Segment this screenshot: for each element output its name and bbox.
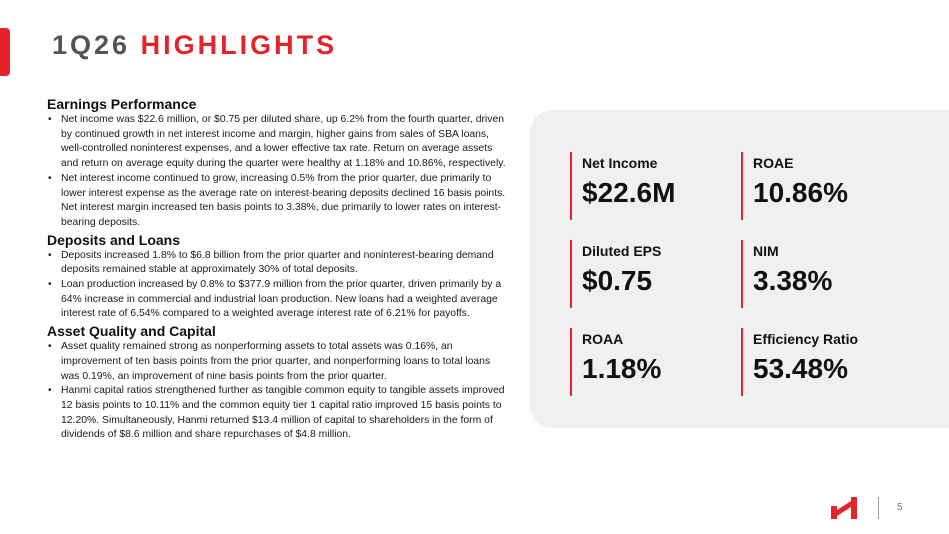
metric-net-income	[570, 152, 720, 220]
metric-efficiency-ratio	[741, 328, 891, 396]
metric-roaa	[570, 328, 720, 396]
metric-value: $0.75	[582, 265, 653, 296]
hanmi-logo-icon	[831, 497, 857, 519]
metric-label: ROAE	[753, 155, 794, 171]
metric-label: Net Income	[582, 155, 658, 171]
metric-roae	[741, 152, 891, 220]
metric-value: 53.48%	[753, 353, 848, 384]
metric-value: 1.18%	[582, 353, 662, 384]
accent-tab	[0, 28, 10, 76]
metric-nim	[741, 240, 891, 308]
bullet-item: • Net income was $22.6 million, or $0.75 per diluted share, up 6.2% from the fourth quarter, driven by continued growth in net interest income and margin, higher gains from sales of SBA loans, well-controlled noninterest expenses, and a lower effective tax rate. Return on average assets and return on average equity during the quarter were healthy at 1.18% and 10.86%, respectively.	[47, 113, 509, 172]
earnings-bullet-list	[47, 113, 509, 231]
section-heading-earnings: Earnings Performance	[47, 96, 197, 112]
metric-label: ROAA	[582, 331, 624, 347]
footer-divider	[878, 497, 879, 519]
bullet-item: • Deposits increased 1.8% to $6.8 billion from the prior quarter and noninterest-bearing demand deposits remained stable at approximately 30% of total deposits.	[47, 249, 509, 278]
section-heading-asset-quality: Asset Quality and Capital	[47, 323, 216, 340]
bullet-item: • Loan production increased by 0.8% to $377.9 million from the prior quarter, driven primarily by a 64% increase in commercial and industrial loan production. New loans had a weighted average interest rate of 6.54% compared to a weighted average interest rate of 6.21% for payoffs.	[47, 278, 509, 322]
metric-diluted-eps	[570, 240, 720, 308]
asset-quality-bullet-list	[47, 340, 509, 443]
bullet-item: • Hanmi capital ratios strengthened further as tangible common equity to tangible assets improved 12 basis points to 10.11% and the common equity tier 1 capital ratio improved 15 basis points to 12.20%. Simultaneously, Hanmi returned $13.4 million of capital to shareholders in the form of dividends of $8.6 million and share repurchases of $4.8 million.	[47, 384, 509, 443]
metric-label: Efficiency Ratio	[753, 331, 859, 347]
metric-value: $22.6M	[582, 177, 676, 208]
page-title	[52, 30, 337, 61]
bullet-item: • Net interest income continued to grow, increasing 0.5% from the prior quarter, due primarily to lower interest expense as the average rate on interest-bearing deposits declined 16 basis points. Net interest margin increased ten basis points to 3.38%, due primarily to lower rates on interest-bearing deposits.	[47, 172, 509, 231]
metric-label: Diluted EPS	[582, 243, 662, 259]
page-title-period: 1Q26	[52, 30, 131, 60]
deposits-loans-bullet-list	[47, 249, 509, 323]
highlights-text-column	[47, 95, 509, 443]
bullet-item: • Asset quality remained strong as nonperforming assets to total assets was 0.16%, an improvement of ten basis points from the prior quarter, and nonperforming loans to total loans was 0.19%, an improvement of nine basis points from the prior quarter.	[47, 340, 509, 384]
metric-value: 10.86%	[753, 177, 848, 208]
page-number: 5	[897, 502, 903, 513]
section-heading-deposits-loans: Deposits and Loans	[47, 231, 181, 248]
page-title-highlights: HIGHLIGHTS	[140, 30, 338, 60]
metric-label: NIM	[753, 243, 779, 259]
metric-value: 3.38%	[753, 265, 833, 296]
